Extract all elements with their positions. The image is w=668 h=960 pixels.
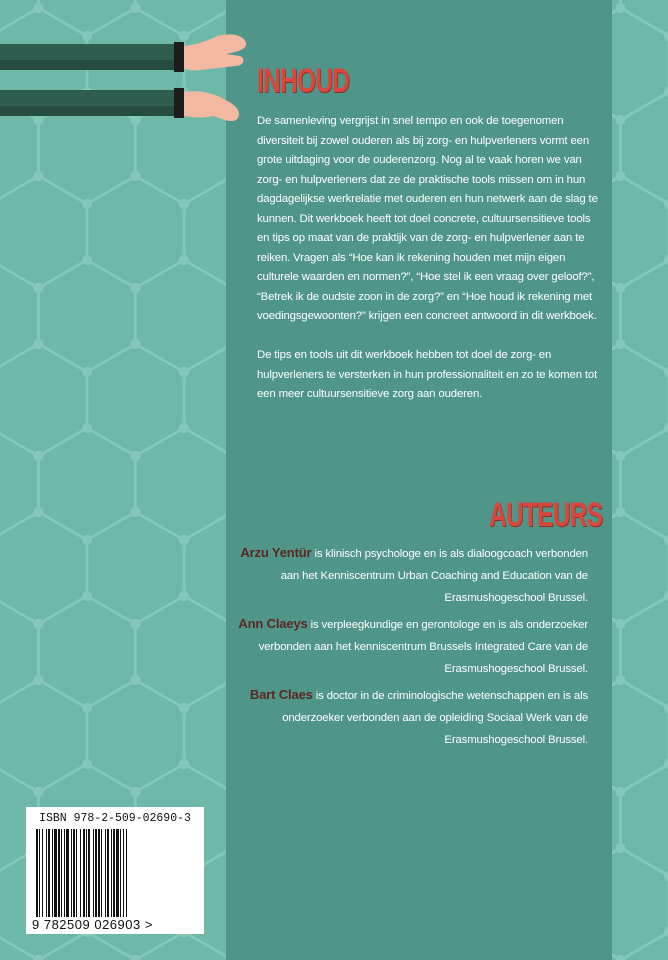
intro-paragraph-1: De samenleving vergrijst in snel tempo en ook de toegenomen diversiteit bij zowel ouderen als bij zorg- en hulpverleners vormt een grote uitdaging voor de ouderenzorg. Nog al te vaak horen we van zorg- en hulpverleners dat ze de praktische tools missen om in hun dagdagelijkse werkrelatie met ouderen en hun netwerk aan de slag te kunnen. Dit werkboek heeft tot doel concrete, cultuursensitieve tools en tips op maat van de praktijk van de zorg- en hulpverlener aan te reiken. Vragen als “Hoe kan ik rekening houden met mijn eigen culturele waarden en normen?”, “Hoe stel ik een vraag over geloof?”, “Betrek ik de oudste zoon in de zorg?” en “Hoe houd ik rekening met voedingsgewoonten?” krijgen een concreet antwoord in dit werkboek.	[257, 115, 598, 322]
author-block	[228, 684, 588, 751]
barcode-digits: 9 782509 026903 >	[32, 917, 153, 932]
authors-heading: AUTEURS	[489, 496, 603, 534]
author-block	[228, 542, 588, 609]
author-name: Ann Claeys	[238, 616, 308, 631]
author-bio: is verpleegkundige en gerontologe en is als onderzoeker verbonden aan het kenniscentrum Brussels Integrated Care van de Erasmushogeschool Brussel.	[258, 619, 588, 675]
isbn-label: ISBN 978-2-509-02690-3	[39, 812, 191, 825]
author-block	[228, 613, 588, 680]
barcode	[36, 829, 194, 917]
author-name: Arzu Yentür	[240, 545, 312, 560]
barcode-box	[26, 807, 204, 934]
intro-text	[257, 112, 599, 405]
author-name: Bart Claes	[249, 687, 313, 702]
intro-paragraph-2: De tips en tools uit dit werkboek hebben tot doel de zorg- en hulpverleners te versterken in hun professionaliteit en zo te komen tot een meer cultuursensitieve zorg aan ouderen.	[257, 349, 598, 400]
contents-heading: INHOUD	[257, 62, 350, 100]
hands-illustration	[0, 0, 260, 140]
author-bio: is doctor in de criminologische wetenschappen en is als onderzoeker verbonden aan de opleiding Sociaal Werk van de Erasmushogeschool Brussel.	[282, 690, 588, 746]
author-bio: is klinisch psychologe en is als dialoogcoach verbonden aan het Kenniscentrum Urban Coaching and Education van de Erasmushogeschool Brussel.	[280, 548, 588, 604]
